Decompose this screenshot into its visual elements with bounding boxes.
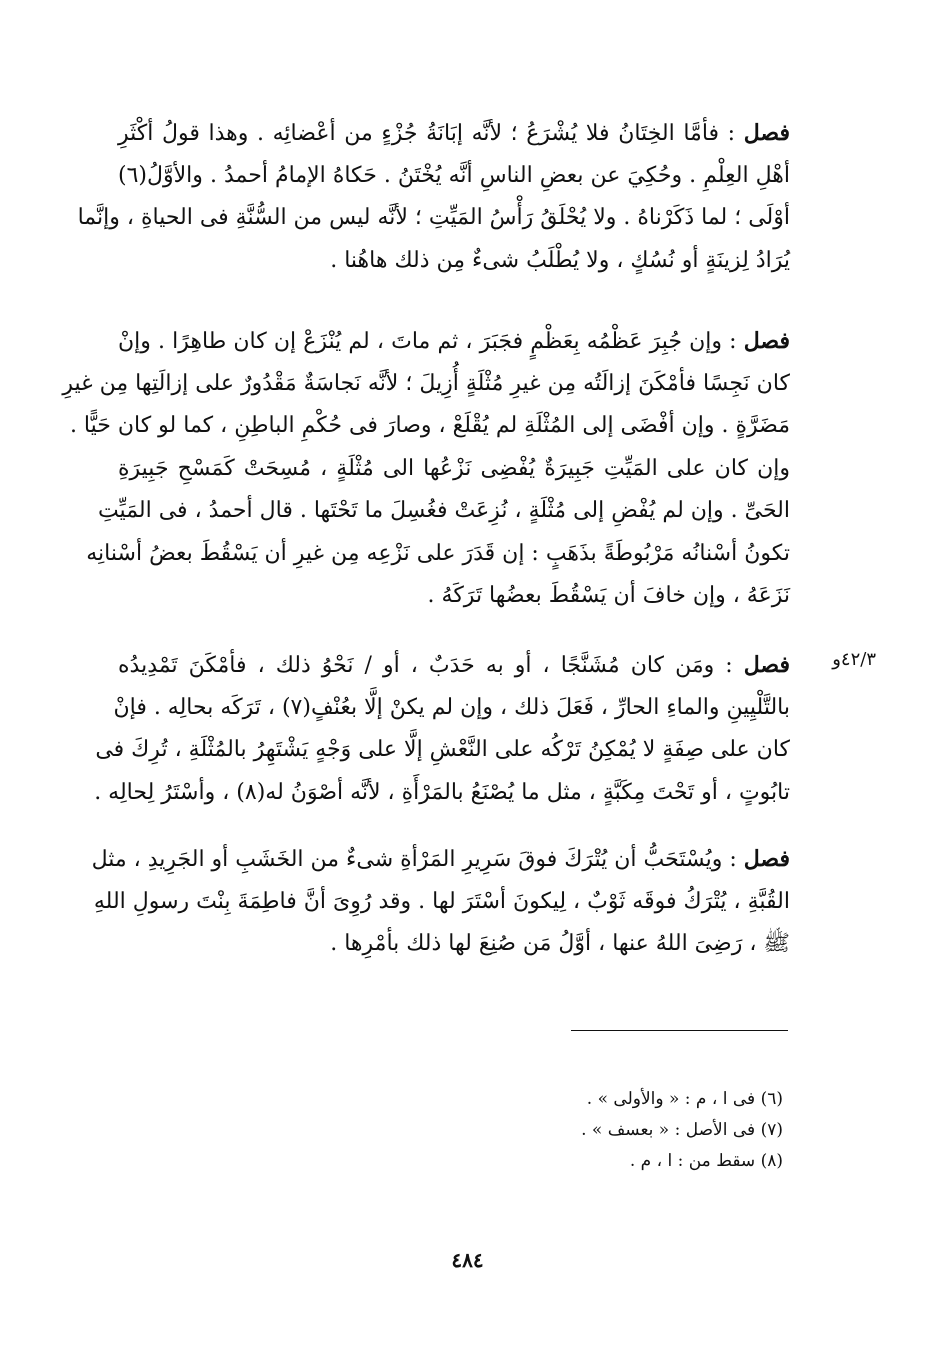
paragraph-line: نَزَعَهُ ، وإن خافَ أن يَسْقُطَ بعضُها تَرَكَهُ . bbox=[427, 583, 790, 608]
paragraph-line bbox=[118, 320, 790, 363]
line-text: : وإن جُبِرَ عَظْمُه بِعَظْمٍ فجَبَرَ ، ثم ماتَ ، لم يُنْزَعْ إن كان طاهِرًا . وإنْ bbox=[118, 329, 744, 354]
footnote: (٧) فى الأصل : « بعسف » . bbox=[581, 1120, 783, 1140]
footnote: (٨) سقط من : ا ، م . bbox=[629, 1151, 783, 1171]
footnote-separator bbox=[571, 1030, 788, 1031]
paragraph-2 bbox=[62, 320, 790, 618]
paragraph-line: كان نَجِسًا فأمْكَنَ إزالَتُه مِن غيرِ مُثْلَةٍ أُزِيلَ ؛ لأنَّه نَجاسَةٌ مَقْدُورٌ على إزالَتِها مِن غيرِ bbox=[62, 370, 790, 396]
paragraph-line: القُبَّةِ ، يُتْرَكُ فوقَه ثَوْبٌ ، لِيكونَ أسْتَرَ لها . وقد رُوِىَ أنَّ فاطِمَةَ بِنْتَ رسولِ اللهِ bbox=[93, 888, 790, 914]
paragraph-line: مَضَرَّةٍ . وإن أفْضَى إلى المُثْلَةِ لم يُقْلَعْ ، وصارَ فى حُكْمِ الباطِنِ ، كما لو كان حَيًّا . bbox=[69, 413, 790, 438]
page-number: ٤٨٤ bbox=[451, 1248, 484, 1272]
paragraph-line bbox=[118, 644, 790, 687]
section-heading: فصل bbox=[743, 120, 790, 146]
paragraph-1 bbox=[77, 112, 790, 282]
footnotes bbox=[400, 1084, 783, 1177]
footnote: (٦) فى ا ، م : « والأولى » . bbox=[586, 1089, 783, 1109]
paragraph-line: الحَىِّ . وإن لم يُفْضِ إلى مُثْلَةٍ ، نُزِعَتْ فغُسِلَ ما تَحْتَها . قال أحمدُ ، فى المَيِّتِ bbox=[97, 498, 790, 523]
section-heading: فصل bbox=[743, 846, 790, 872]
line-text: : ويُسْتَحَبُّ أن يُتْرَكَ فوقَ سَرِيرِ المَرْأةِ شىءٌ من الخَشَبِ أو الجَرِيدِ ، مثل bbox=[91, 847, 744, 872]
paragraph-line: تابُوتٍ ، أو تَحْتَ مِكَبَّةٍ ، مثل ما يُصْنَعُ بالمَرْأَةِ ، لأنَّه أصْوَنُ له(٨) ، وأسْتَرُ لِحالِه . bbox=[94, 779, 790, 805]
line-text: : ومَن كان مُشَنَّجًا ، أو به حَدَبٌ ، أو / نَحْوُ ذلك ، فأمْكَنَ تَمْدِيدُه bbox=[118, 653, 744, 678]
paragraph-line: تكونُ أسْنانُه مَرْبُوطَةً بذَهَبٍ : إن قَدَرَ على نَزْعِه مِن غيرِ أن يَسْقُطَ بعضُ أسْنانِه bbox=[86, 540, 790, 566]
margin-folio-reference: ٤٢/٣و bbox=[832, 649, 876, 670]
paragraph-line: بالتَّلْيِينِ والماءِ الحارِّ ، فَعَلَ ذلك ، وإن لم يكنْ إلَّا بعُنْفٍ(٧) ، تَرَكَه بحالِه . فإنْ bbox=[113, 694, 790, 720]
paragraph-line: أوْلَى ؛ لما ذَكَرْناهُ . ولا يُحْلَقُ رَأْسُ المَيِّتِ ؛ لأنَّه ليس من السُّنَّةِ فى الحياةِ ، وإنَّما bbox=[77, 205, 790, 230]
paragraph-line: كان على صِفَةٍ لا يُمْكِنُ تَرْكُه على النَّعْشِ إلَّا على وَجْهٍ يَشْتَهِرُ بالمُثْلَةِ ، تُرِكَ فى bbox=[95, 737, 790, 762]
paragraph-line: وإن كان على المَيِّتِ جَبِيرَةٌ يُفْضِى نَزْعُها الى مُثْلَةٍ ، مُسِحَتْ كَمَسْحِ جَبِيرَةِ bbox=[118, 455, 790, 481]
paragraph-line: أهْلِ العِلْمِ . وحُكِيَ عن بعضِ الناسِ أنَّه يُخْتَنُ . حَكاهُ الإمامُ أحمدُ . والأوَّلُ(٦) bbox=[118, 162, 790, 188]
paragraph-3 bbox=[94, 644, 790, 814]
paragraph-line bbox=[91, 838, 790, 881]
section-heading: فصل bbox=[743, 328, 790, 354]
paragraph-line bbox=[118, 112, 790, 155]
line-text: : فأمَّا الخِتَانُ فلا يُشْرَعُ ؛ لأنَّه إبَانَةُ جُزْءٍ من أعْضائِه . وهذا قولُ أكْثَرِ bbox=[118, 121, 744, 146]
paragraph-line: يُرَادُ لِزينَةٍ أو نُسُكٍ ، ولا يُطْلَبُ شىءٌ مِن ذلك هاهُنا . bbox=[330, 247, 790, 273]
section-heading: فصل bbox=[743, 652, 790, 678]
paragraph-4 bbox=[91, 838, 790, 966]
paragraph-line: ﷺ ، رَضِىَ اللهُ عنها ، أوَّلُ مَن صُنِعَ لها ذلك بأمْرِها . bbox=[330, 931, 790, 956]
